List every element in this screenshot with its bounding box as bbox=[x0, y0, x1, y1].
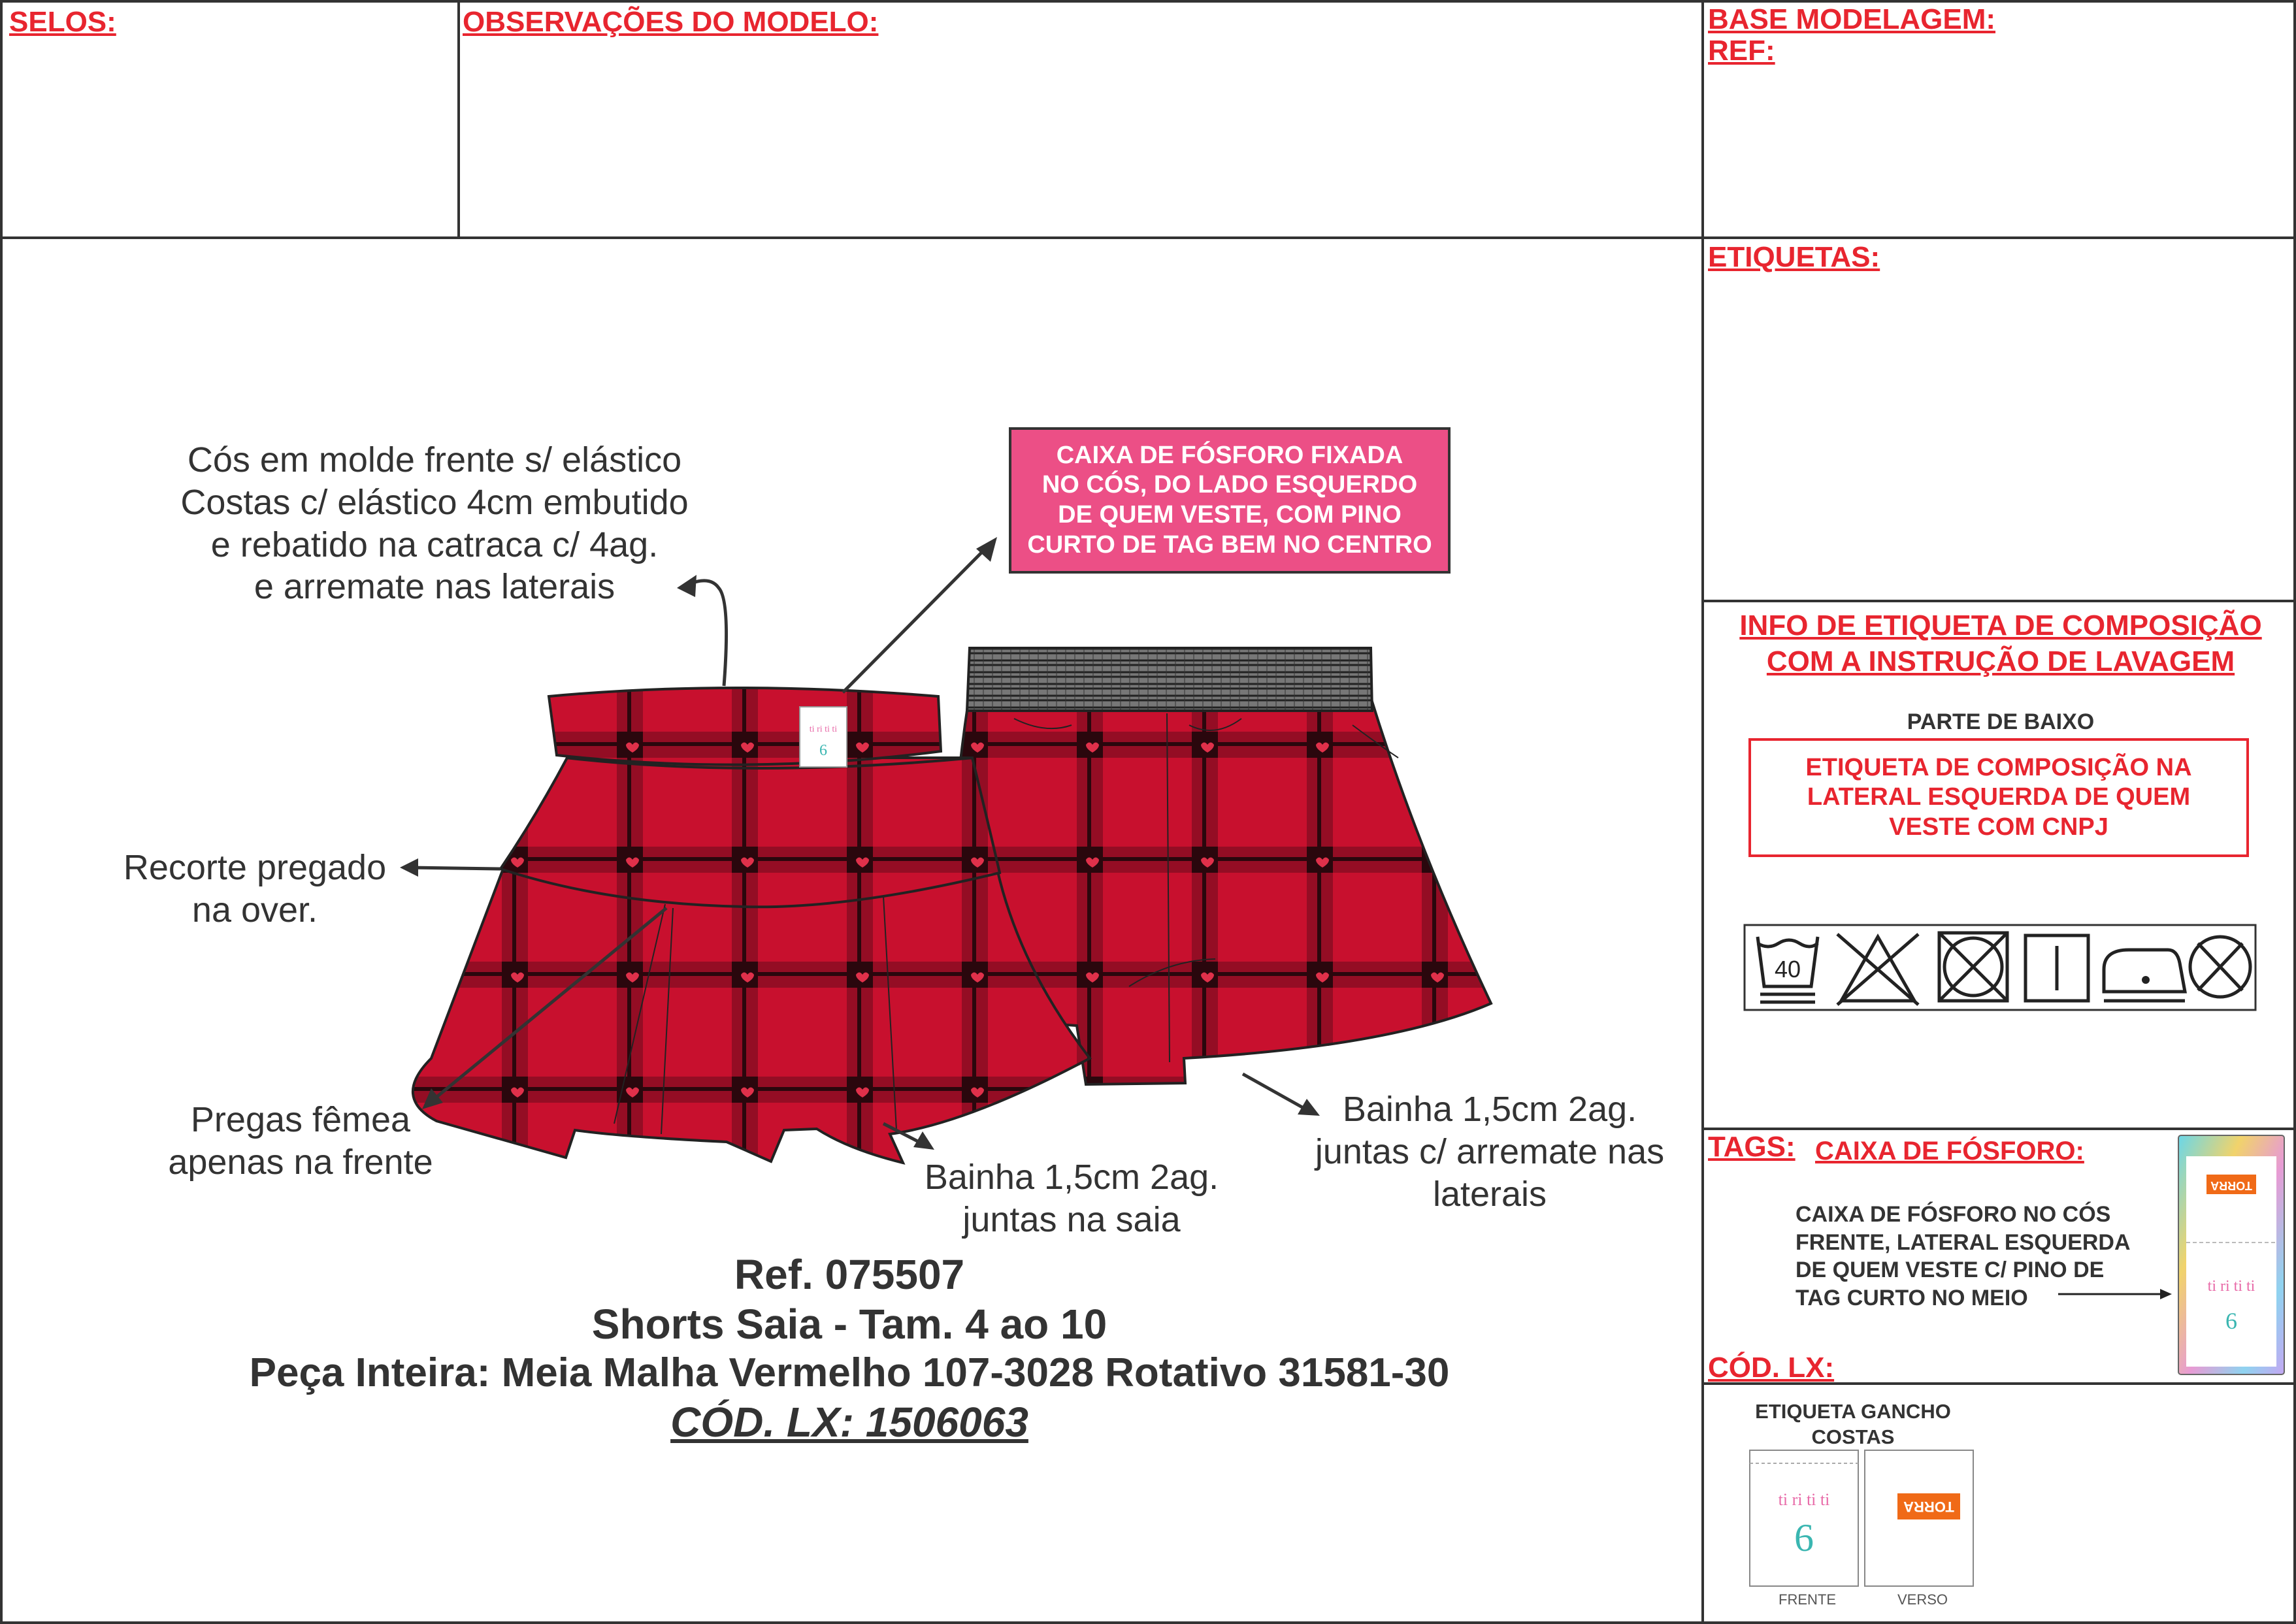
bainha-laterais-line: laterais bbox=[1432, 1174, 1547, 1214]
cos-callout-line: e rebatido na catraca c/ 4ag. bbox=[210, 525, 659, 564]
cos-callout-line: e arremate nas laterais bbox=[254, 567, 615, 607]
bainha-saia-line: Bainha 1,5cm 2ag. bbox=[924, 1158, 1219, 1197]
caixa-fixada-line: NO CÓS, DO LADO ESQUERDO bbox=[1041, 471, 1418, 499]
composicao-info-title bbox=[1707, 608, 2295, 679]
caixa-fixada-line: CAIXA DE FÓSFORO FIXADA bbox=[1056, 441, 1403, 469]
cos-callout-line: Costas c/ elástico 4cm embutido bbox=[180, 482, 689, 522]
base-modelagem-cell bbox=[1701, 0, 2296, 239]
product-ref: Ref. 075507 bbox=[734, 1251, 965, 1298]
selos-label: SELOS: bbox=[9, 6, 116, 38]
product-cod-lx: CÓD. LX: 1506063 bbox=[670, 1399, 1028, 1446]
gancho-line: COSTAS bbox=[1811, 1425, 1895, 1448]
info-title-line: INFO DE ETIQUETA DE COMPOSIÇÃO bbox=[1739, 609, 2262, 641]
caixa-fixada-line: CURTO DE TAG BEM NO CENTRO bbox=[1027, 530, 1432, 559]
bainha-laterais-line: juntas c/ arremate nas bbox=[1315, 1131, 1665, 1171]
waist-tag-size: 6 bbox=[819, 742, 827, 759]
info-title-line: COM A INSTRUÇÃO DE LAVAGEM bbox=[1766, 645, 2235, 677]
product-fabric: Peça Inteira: Meia Malha Vermelho 107-3028 Rotativo 31581-30 bbox=[249, 1350, 1450, 1395]
gancho-line: ETIQUETA GANCHO bbox=[1755, 1400, 1951, 1423]
caixa-fixada-line: DE QUEM VESTE, COM PINO bbox=[1058, 501, 1402, 528]
tag-note-line: FRENTE, LATERAL ESQUERDA bbox=[1796, 1229, 2131, 1255]
tag-note-arrow bbox=[2058, 1284, 2173, 1304]
base-modelagem-label: BASE MODELAGEM: bbox=[1708, 3, 1995, 35]
tag-note-line: DE QUEM VESTE C/ PINO DE bbox=[1796, 1258, 2105, 1282]
caixa-fixada-callout bbox=[1009, 427, 1451, 574]
cos-callout-line: Cós em molde frente s/ elástico bbox=[187, 440, 682, 479]
gancho-label-front bbox=[1748, 1449, 1860, 1587]
tags-label: TAGS: bbox=[1708, 1131, 1796, 1163]
parte-de-baixo-label: PARTE DE BAIXO bbox=[1907, 709, 2095, 734]
tag-tiriti-logo: ti ri ti ti bbox=[2207, 1278, 2255, 1295]
cos-callout bbox=[144, 439, 725, 608]
observacoes-label: OBSERVAÇÕES DO MODELO: bbox=[463, 6, 879, 38]
tag-note-line: TAG CURTO NO MEIO bbox=[1796, 1285, 2028, 1310]
etiqueta-composicao-box bbox=[1748, 738, 2249, 857]
pregas-callout bbox=[131, 1099, 470, 1184]
composicao-line: LATERAL ESQUERDA DE QUEM bbox=[1807, 783, 2191, 811]
bainha-laterais-line: Bainha 1,5cm 2ag. bbox=[1342, 1090, 1637, 1129]
pregas-callout-line: Pregas fêmea bbox=[190, 1100, 411, 1139]
cod-lx-side-label: CÓD. LX: bbox=[1708, 1352, 1835, 1384]
bainha-saia-line: juntas na saia bbox=[962, 1199, 1181, 1239]
care-symbols-strip bbox=[1743, 924, 2257, 1011]
composicao-line: VESTE COM CNPJ bbox=[1889, 813, 2108, 841]
bainha-laterais-callout bbox=[1281, 1088, 1699, 1215]
gancho-label-back bbox=[1863, 1449, 1975, 1587]
verso-label: VERSO bbox=[1897, 1591, 1948, 1608]
product-name: Shorts Saia - Tam. 4 ao 10 bbox=[591, 1301, 1107, 1348]
gancho-size-number: 6 bbox=[1794, 1516, 1814, 1559]
etiquetas-cell bbox=[1701, 236, 2296, 602]
composicao-line: ETIQUETA DE COMPOSIÇÃO NA bbox=[1805, 753, 2192, 781]
waist-tag-logo: ti ri ti ti bbox=[809, 724, 838, 734]
tag-torra-logo: TORRA bbox=[2210, 1179, 2252, 1192]
gancho-tiriti-logo: ti ri ti ti bbox=[1778, 1490, 1830, 1509]
pregas-callout-line: apenas na frente bbox=[168, 1142, 433, 1182]
gancho-torra-logo: TORRA bbox=[1903, 1499, 1954, 1515]
ref-label: REF: bbox=[1708, 35, 1775, 67]
etiquetas-label: ETIQUETAS: bbox=[1708, 241, 1880, 273]
bainha-saia-callout bbox=[889, 1156, 1255, 1241]
recorte-callout bbox=[105, 847, 405, 932]
tag-note-line: CAIXA DE FÓSFORO NO CÓS bbox=[1796, 1202, 2111, 1227]
tag-size-number: 6 bbox=[2225, 1308, 2237, 1334]
etiqueta-gancho-label bbox=[1722, 1399, 1984, 1450]
recorte-callout-line: na over. bbox=[191, 890, 318, 930]
wash-temp-label: 40 bbox=[1774, 956, 1801, 983]
recorte-callout-line: Recorte pregado bbox=[123, 848, 387, 887]
waist-tag bbox=[800, 707, 847, 767]
frente-label: FRENTE bbox=[1779, 1591, 1836, 1608]
matchbox-tag-illustration bbox=[2176, 1133, 2287, 1377]
caixa-de-fosforo-label: CAIXA DE FÓSFORO: bbox=[1815, 1137, 2084, 1165]
